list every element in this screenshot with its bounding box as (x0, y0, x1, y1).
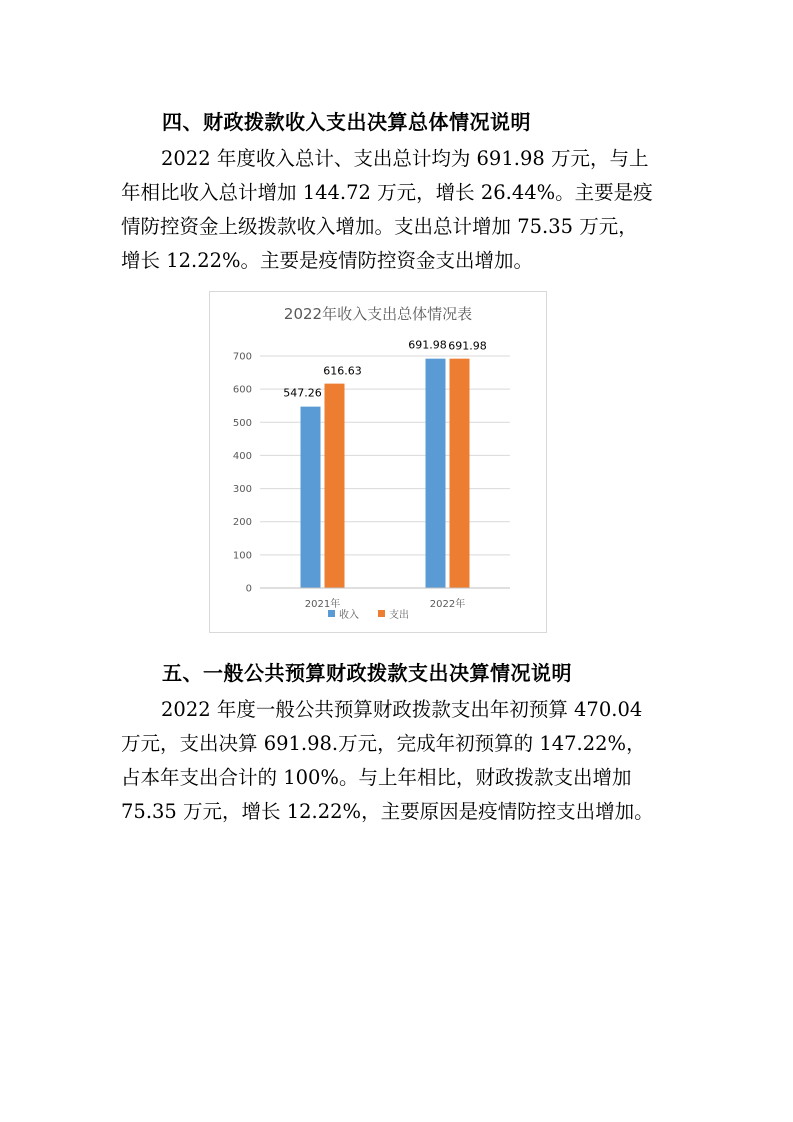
bar-收入 (426, 359, 446, 588)
y-tick-label: 200 (232, 517, 252, 529)
data-label: 616.63 (323, 364, 362, 378)
section-5-paragraph (121, 693, 681, 829)
legend-label: 支出 (389, 610, 409, 621)
paragraph-line: 2022 年度收入总计、支出总计均为 691.98 万元，与上 (161, 147, 649, 170)
bar-支出 (325, 384, 345, 588)
data-label: 691.98 (448, 339, 487, 353)
income-expense-chart (209, 291, 547, 633)
paragraph-line: 占本年支出合计的 100%。与上年相比，财政拨款支出增加 (121, 766, 632, 789)
section-4-paragraph (121, 142, 681, 278)
bar-支出 (450, 359, 470, 588)
paragraph-line: 75.35 万元，增长 12.22%，主要原因是疫情防控支出增加。 (121, 800, 654, 823)
y-tick-label: 600 (232, 384, 252, 396)
y-tick-label: 400 (232, 450, 252, 462)
data-label: 691.98 (408, 338, 447, 352)
paragraph-line: 年相比收入总计增加 144.72 万元，增长 26.44%。主要是疫 (121, 181, 653, 204)
section-5-heading: 五、一般公共预算财政拨款支出决算情况说明 (162, 661, 572, 685)
y-tick-label: 0 (245, 583, 252, 595)
x-tick-label: 2021年 (304, 599, 341, 610)
paragraph-line: 2022 年度一般公共预算财政拨款支出年初预算 470.04 (161, 698, 643, 721)
legend-label: 收入 (339, 610, 359, 621)
chart-title: 2022年收入支出总体情况表 (283, 305, 473, 323)
paragraph-line: 增长 12.22%。主要是疫情防控资金支出增加。 (121, 249, 534, 272)
y-tick-label: 300 (232, 484, 252, 496)
bar-收入 (301, 407, 321, 588)
y-tick-label: 100 (232, 550, 252, 562)
legend-swatch (378, 610, 385, 617)
legend-swatch (328, 610, 335, 617)
section-4-heading: 四、财政拨款收入支出决算总体情况说明 (162, 110, 531, 134)
data-label: 547.26 (283, 386, 322, 400)
paragraph-line: 情防控资金上级拨款收入增加。支出总计增加 75.35 万元， (121, 215, 638, 238)
y-tick-label: 500 (232, 417, 252, 429)
y-tick-label: 700 (232, 351, 252, 363)
x-tick-label: 2022年 (429, 599, 466, 610)
paragraph-line: 万元，支出决算 691.98.万元，完成年初预算的 147.22%， (121, 732, 646, 755)
chart-canvas (210, 292, 546, 632)
